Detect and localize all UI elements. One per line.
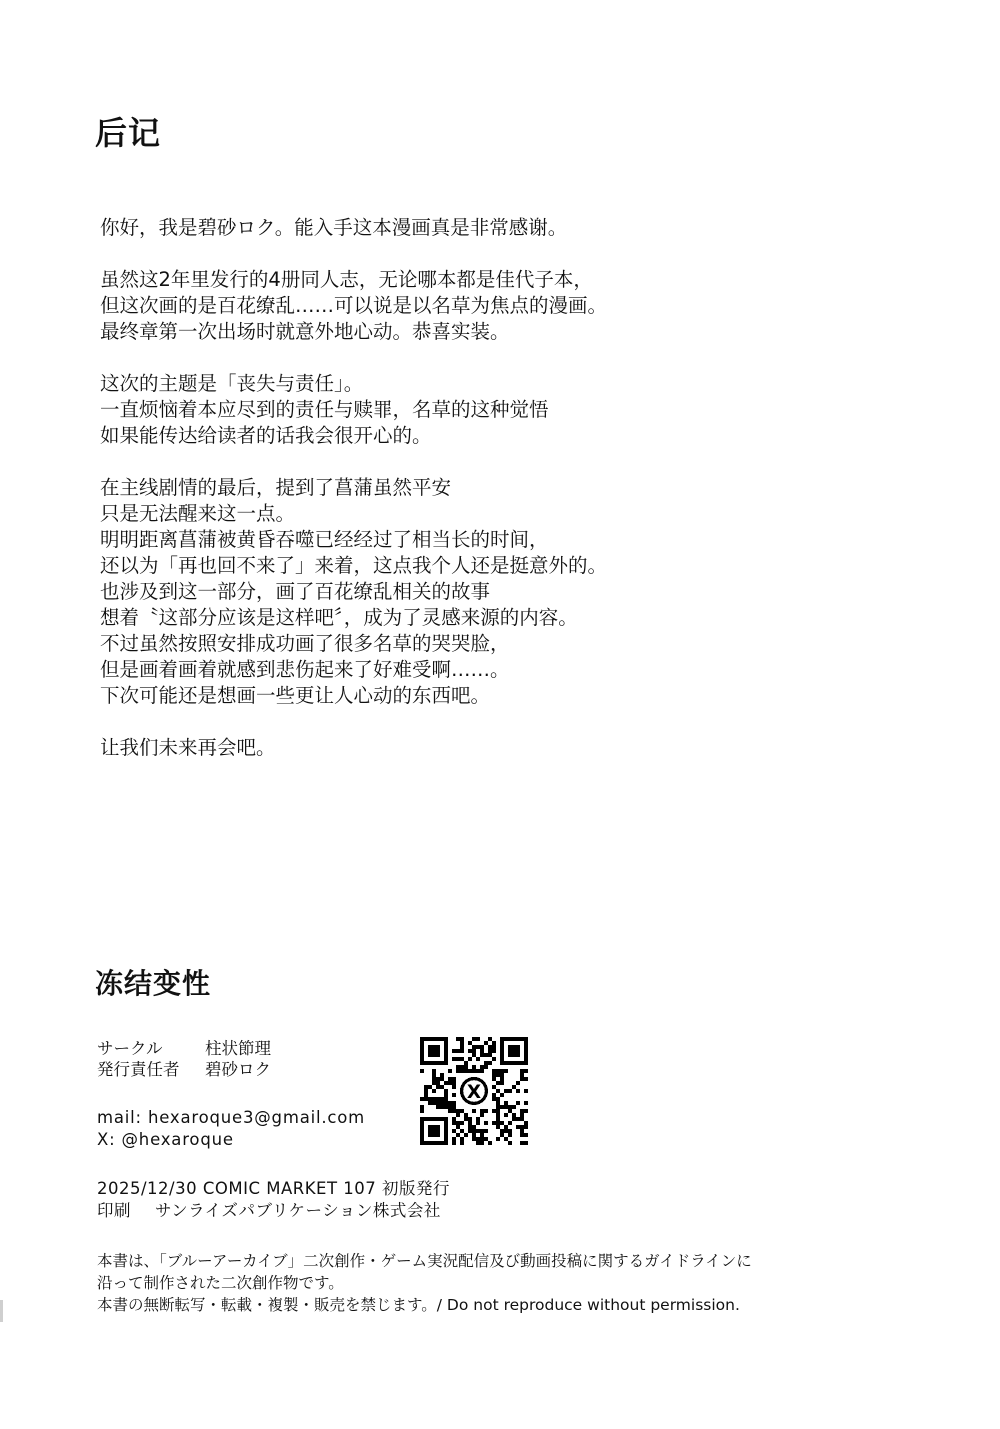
afterword-line: 想着〝这部分应该是这样吧〞，成为了灵感来源的内容。 [100, 606, 578, 629]
page-title: 后记 [95, 114, 162, 152]
circle-label: サークル [97, 1039, 163, 1058]
publisher-row [97, 1059, 271, 1080]
afterword-line: 下次可能还是想画一些更让人心动的东西吧。 [100, 684, 491, 707]
printer-line [97, 1200, 450, 1222]
afterword-paragraph [100, 735, 920, 761]
printer-name: サンライズパブリケーション株式会社 [155, 1201, 441, 1220]
circle-row [97, 1038, 271, 1059]
x-logo-text: X [466, 1081, 482, 1103]
afterword-body [100, 215, 920, 787]
afterword-paragraph [100, 371, 920, 449]
afterword-line: 一直烦恼着本应尽到的责任与赎罪，名草的这种觉悟 [100, 398, 549, 421]
colophon-credits [97, 1038, 271, 1080]
notice-line-1: 本書は、「ブルーアーカイブ」二次創作・ゲーム実況配信及び動画投稿に関するガイドラインに [97, 1252, 752, 1270]
edge-mark [0, 1300, 3, 1322]
publisher-label: 発行責任者 [97, 1060, 180, 1079]
afterword-line: 只是无法醒来这一点。 [100, 502, 296, 525]
afterword-line: 你好，我是碧砂ロク。能入手这本漫画真是非常感谢。 [100, 216, 568, 239]
publisher-name: 碧砂ロク [205, 1060, 271, 1079]
afterword-line: 也涉及到这一部分，画了百花缭乱相关的故事 [100, 580, 491, 603]
afterword-line: 明明距离菖蒲被黄昏吞噬已经经过了相当长的时间， [100, 528, 549, 551]
notice-line-3: 本書の無断転写・転載・複製・販売を禁じます。/ Do not reproduce without permission. [97, 1296, 740, 1314]
afterword-paragraph [100, 267, 920, 345]
edition-line: 2025/12/30 COMIC MARKET 107 初版発行 [97, 1179, 451, 1198]
afterword-paragraph [100, 475, 920, 709]
afterword-line: 但这次画的是百花缭乱……可以说是以名草为焦点的漫画。 [100, 294, 608, 317]
afterword-line: 但是画着画着就感到悲伤起来了好难受啊……。 [100, 658, 510, 681]
circle-name: 柱状節理 [205, 1039, 271, 1058]
afterword-line: 这次的主题是「丧失与责任」。 [100, 372, 364, 395]
x-account: X: @hexaroque [97, 1130, 234, 1149]
afterword-line: 如果能传达给读者的话我会很开心的。 [100, 424, 432, 447]
afterword-line: 在主线剧情的最后，提到了菖蒲虽然平安 [100, 476, 452, 499]
mail-address: mail: hexaroque3@gmail.com [97, 1108, 366, 1127]
book-title: 冻结变性 [95, 967, 212, 1000]
qr-code[interactable] [420, 1037, 528, 1145]
afterword-line: 虽然这2年里发行的4册同人志，无论哪本都是佳代子本， [100, 268, 593, 291]
afterword-line: 还以为「再也回不来了」来着，这点我个人还是挺意外的。 [100, 554, 608, 577]
printer-label: 印刷 [97, 1201, 131, 1220]
notice-line-2: 沿って制作された二次創作物です。 [97, 1274, 344, 1292]
publication-info [97, 1178, 450, 1222]
contact-info [97, 1107, 365, 1151]
afterword-line: 让我们未来再会吧。 [100, 736, 276, 759]
copyright-notice [97, 1250, 752, 1316]
afterword-line: 最终章第一次出场时就意外地心动。恭喜实装。 [100, 320, 510, 343]
afterword-line: 不过虽然按照安排成功画了很多名草的哭哭脸， [100, 632, 510, 655]
afterword-paragraph [100, 215, 920, 241]
x-logo-icon [460, 1077, 488, 1105]
